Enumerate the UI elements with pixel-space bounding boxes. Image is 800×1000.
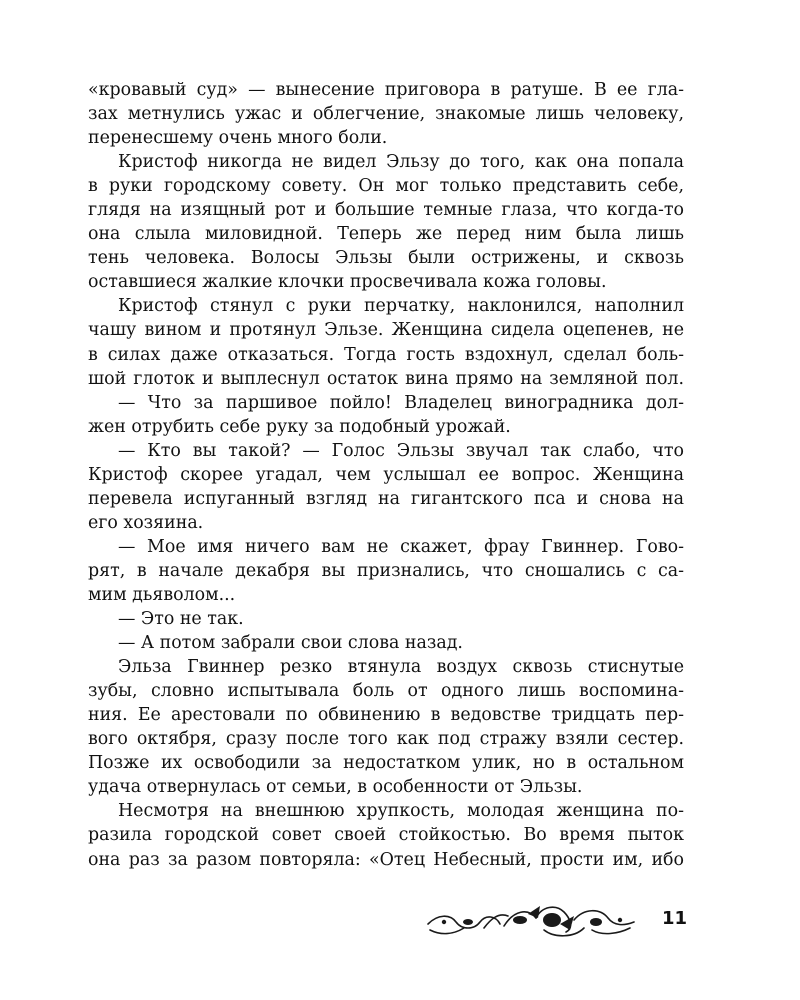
body-text: [88, 78, 684, 872]
text-line: Несмотря на внешнюю хрупкость, молодая женщина по-: [118, 801, 684, 822]
text-line: удача отвернулась от семьи, в особенности от Эльзы.: [88, 777, 583, 798]
text-line: — Это не так.: [118, 609, 244, 630]
page-number: 11: [662, 908, 688, 929]
text-line: вого октября, сразу после того как под стражу взяли сестер.: [88, 729, 684, 750]
text-line: Эльза Гвиннер резко втянула воздух сквозь стиснутые: [118, 657, 684, 678]
text-line: его хозяина.: [88, 512, 204, 533]
text-line: Позже их освободили за недостатком улик, но в остальном: [88, 753, 684, 774]
text-line: глядя на изящный рот и большие темные глаза, что когда-то: [88, 200, 684, 221]
text-line: зах метнулись ужас и облегчение, знакомые лишь человеку,: [88, 104, 684, 125]
text-line: Кристоф стянул с руки перчатку, наклонился, наполнил: [118, 296, 684, 317]
text-line: — Мое имя ничего вам не скажет, фрау Гвиннер. Гово-: [118, 536, 684, 557]
text-line: перевела испуганный взгляд на гигантского пса и снова на: [88, 488, 684, 509]
text-line: оставшиеся жалкие клочки просвечивала кожа головы.: [88, 272, 607, 293]
text-line: в силах даже отказаться. Тогда гость вздохнул, сделал боль-: [88, 344, 684, 365]
text-line: она раз за разом повторяла: «Отец Небесный, прости им, ибо: [88, 849, 684, 870]
text-line: в руки городскому совету. Он мог только представить себе,: [88, 176, 684, 197]
text-line: — Что за паршивое пойло! Владелец виноградника дол-: [118, 392, 684, 413]
text-line: «кровавый суд» — вынесение приговора в ратуше. В ее гла-: [88, 80, 684, 100]
text-line: чашу вином и протянул Эльзе. Женщина сидела оцепенев, не: [88, 320, 684, 341]
text-line: мим дьяволом...: [88, 584, 236, 605]
text-line: Кристоф никогда не видел Эльзу до того, как она попала: [118, 152, 684, 173]
text-line: перенесшему очень много боли.: [88, 128, 388, 149]
text-line: тень человека. Волосы Эльзы были острижены, и сквозь: [88, 248, 684, 269]
text-line: жен отрубить себе руку за подобный урожай.: [88, 416, 511, 437]
text-line: шой глоток и выплеснул остаток вина прямо на земляной пол.: [88, 368, 684, 389]
text-line: Кристоф скорее угадал, чем услышал ее вопрос. Женщина: [88, 464, 684, 485]
decorative-flourish-icon: [424, 900, 640, 942]
text-line: она слыла миловидной. Теперь же перед ним была лишь: [88, 224, 684, 245]
text-line: — Кто вы такой? — Голос Эльзы звучал так слабо, что: [118, 440, 684, 461]
text-line: разила городской совет своей стойкостью. Во время пыток: [88, 825, 684, 846]
text-line: — А потом забрали свои слова назад.: [118, 633, 463, 654]
text-line: рят, в начале декабря вы признались, что сношались с са-: [88, 560, 684, 581]
text-line: ния. Ее арестовали по обвинению в ведовстве тридцать пер-: [88, 705, 684, 726]
text-line: зубы, словно испытывала боль от одного лишь воспомина-: [88, 681, 684, 702]
